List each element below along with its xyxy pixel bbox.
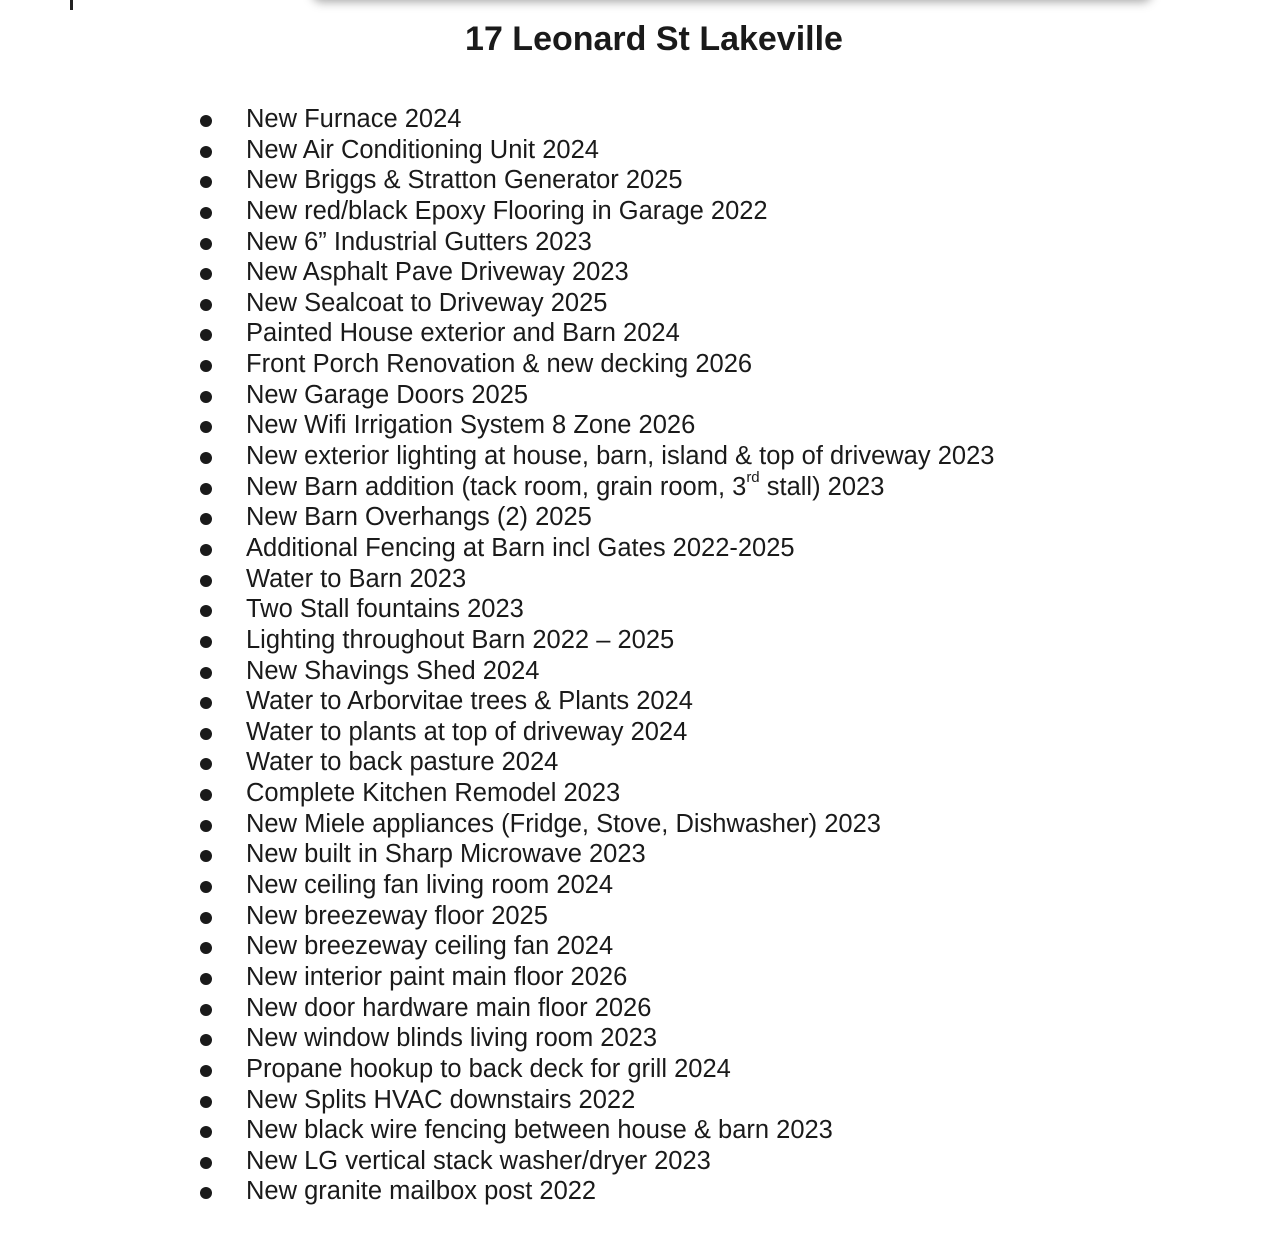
list-item-text: New door hardware main floor 2026	[246, 993, 652, 1022]
list-item-text: New breezeway floor 2025	[246, 901, 548, 930]
bullet-icon	[200, 789, 212, 801]
list-item-text: Front Porch Renovation & new decking 2026	[246, 350, 753, 379]
bullet-icon	[200, 1004, 212, 1016]
bullet-icon	[200, 575, 212, 587]
bullet-icon	[200, 268, 212, 280]
ordinal-suffix: rd	[746, 469, 760, 487]
bullet-icon	[200, 912, 212, 924]
list-item-text	[246, 469, 885, 502]
list-item-text: New Sealcoat to Driveway 2025	[246, 288, 608, 317]
bullet-icon	[200, 483, 212, 495]
bullet-icon	[200, 1034, 212, 1046]
bullet-icon	[200, 758, 212, 770]
bullet-icon	[200, 973, 212, 985]
list-item-text: Painted House exterior and Barn 2024	[246, 319, 680, 348]
list-item-text: Complete Kitchen Remodel 2023	[246, 779, 621, 808]
bullet-icon	[200, 146, 212, 158]
bullet-icon	[200, 1096, 212, 1108]
bullet-icon	[200, 421, 212, 433]
bullet-icon	[200, 1126, 212, 1138]
bullet-icon	[200, 881, 212, 893]
list-item-text: Water to Arborvitae trees & Plants 2024	[246, 687, 693, 716]
list-item-text: New black wire fencing between house & barn 2023	[246, 1116, 833, 1145]
list-item-text: New red/black Epoxy Flooring in Garage 2022	[246, 196, 768, 225]
bullet-icon	[200, 513, 212, 525]
bullet-icon	[200, 299, 212, 311]
bullet-icon	[200, 115, 212, 127]
list-item-text-part: New Barn addition (tack room, grain room, 3	[246, 472, 747, 501]
bullet-icon	[200, 942, 212, 954]
bullet-icon	[200, 544, 212, 556]
list-item-text: New Furnace 2024	[246, 105, 462, 133]
bullet-icon	[200, 697, 212, 709]
list-item-text: Additional Fencing at Barn incl Gates 2022-2025	[246, 533, 795, 562]
bullet-icon	[200, 728, 212, 740]
bullet-icon	[200, 1065, 212, 1077]
list-item-text: New Garage Doors 2025	[246, 380, 529, 409]
bullet-icon	[200, 667, 212, 679]
bullet-icon	[200, 636, 212, 648]
list-item-text: New Briggs & Stratton Generator 2025	[246, 166, 683, 195]
bullet-icon	[200, 329, 212, 341]
list-item-text: New Barn Overhangs (2) 2025	[246, 503, 592, 532]
list-item-text: Water to Barn 2023	[246, 564, 467, 593]
document-title: 17 Leonard St Lakeville	[465, 20, 843, 58]
list-item-text: New breezeway ceiling fan 2024	[246, 932, 614, 961]
list-item-text: New 6” Industrial Gutters 2023	[246, 227, 592, 256]
list-item-text: New interior paint main floor 2026	[246, 962, 628, 991]
bullet-icon	[200, 452, 212, 464]
list-item-text: New ceiling fan living room 2024	[246, 871, 614, 900]
list-item-text: New Splits HVAC downstairs 2022	[246, 1085, 636, 1114]
bullet-icon	[200, 207, 212, 219]
bullet-icon	[200, 360, 212, 372]
bullet-icon	[200, 1187, 212, 1199]
list-item-text: New Shavings Shed 2024	[246, 656, 540, 685]
bullet-icon	[200, 850, 212, 862]
bullet-icon	[200, 605, 212, 617]
list-item-text: New Wifi Irrigation System 8 Zone 2026	[246, 411, 696, 440]
list-item-text: Water to back pasture 2024	[246, 748, 559, 777]
list-item-text: Lighting throughout Barn 2022 – 2025	[246, 625, 675, 654]
bullet-icon	[200, 238, 212, 250]
list-item-text: New window blinds living room 2023	[246, 1024, 658, 1053]
list-item-text: New Miele appliances (Fridge, Stove, Dishwasher) 2023	[246, 809, 881, 838]
list-item-text: Two Stall fountains 2023	[246, 595, 524, 624]
bullet-icon	[200, 391, 212, 403]
bullet-icon	[200, 1157, 212, 1169]
list-item-text-part: stall) 2023	[759, 472, 885, 501]
list-item-text: New Asphalt Pave Driveway 2023	[246, 258, 629, 287]
list-item-text: New built in Sharp Microwave 2023	[246, 840, 646, 869]
text-cursor	[70, 0, 73, 10]
bullet-icon	[200, 820, 212, 832]
bullet-icon	[200, 176, 212, 188]
list-item-text: New exterior lighting at house, barn, island & top of driveway 2023	[246, 442, 995, 471]
list-item-text: New LG vertical stack washer/dryer 2023	[246, 1146, 711, 1175]
list-item-text: New Air Conditioning Unit 2024	[246, 135, 599, 164]
list-item-text: Water to plants at top of driveway 2024	[246, 717, 688, 746]
list-item-text: Propane hookup to back deck for grill 2024	[246, 1054, 731, 1083]
list-item-text: New granite mailbox post 2022	[246, 1177, 597, 1206]
